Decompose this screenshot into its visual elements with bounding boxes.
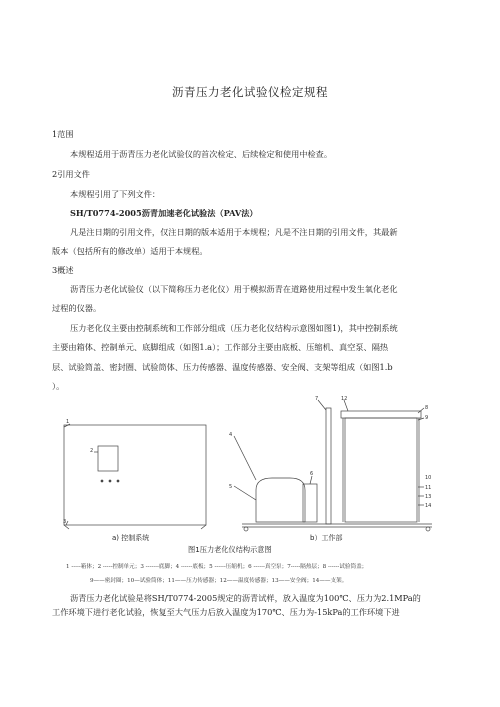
- section-3-para-3-line-1: 沥青压力老化试验是将SH/T0774-2005规定的沥青试样，放入温度为100℃、压力为2.1MPa的: [70, 593, 421, 603]
- label-11: 11: [425, 485, 432, 491]
- leader-7: [318, 400, 326, 410]
- section-3-para-2-line-1: 压力老化仪主要由控制系统和工作部分组成（压力老化仪结构示意图如图1)，其中控制系统: [70, 323, 398, 333]
- base-foot: [244, 527, 248, 531]
- leader-5: [234, 486, 256, 500]
- control-system-drawing: [64, 424, 206, 529]
- label-5: 5: [229, 484, 233, 490]
- indicator-dot: [117, 480, 119, 482]
- section-1-text: 本规程适用于沥青压力老化试验仪的首次检定、后续检定和使用中检查。: [70, 149, 333, 159]
- section-3-heading: 3概述: [52, 265, 74, 275]
- leader-4: [234, 436, 256, 480]
- cylinder-lid: [341, 411, 421, 418]
- foot-left: [64, 525, 69, 529]
- label-9: 9: [425, 415, 429, 421]
- base-foot: [426, 527, 430, 531]
- figure-caption-a: a) 控制系统: [112, 534, 150, 542]
- figure-legend-line-1: 1 -----箱体；2 -----控制单元；3 -------底脚；4 ------底板；5 ------压缩机；6 ------真空泵；7-----隔热层；8 ------试验筒盖；: [66, 564, 368, 570]
- figure-title: 图1压力老化仪结构示意图: [188, 545, 272, 554]
- compressor-body: [256, 478, 305, 522]
- label-12: 12: [341, 396, 348, 402]
- indicator-dot: [101, 480, 103, 482]
- test-cylinder: [345, 418, 417, 522]
- working-part-drawing: [234, 400, 432, 531]
- page-title: 沥青压力老化试验仪检定规程: [172, 85, 328, 99]
- control-unit-box: [98, 446, 118, 471]
- label-13: 13: [425, 494, 432, 500]
- label-1: 1: [66, 419, 70, 425]
- label-8: 8: [425, 405, 429, 411]
- section-1-heading: 1范围: [52, 129, 74, 139]
- section-3-para-3-line-2: 工作环境下进行老化试验，恢复至大气压力后放入温度为170℃、压力为-15kPa的工作环境下进: [52, 607, 400, 617]
- section-3-para-1-line-2: 过程的仪器。: [52, 303, 102, 313]
- figure-caption-b: b）工作部: [310, 534, 343, 542]
- indicator-dot: [109, 480, 111, 482]
- label-7: 7: [315, 396, 319, 402]
- section-3-para-2-line-4: ）。: [52, 381, 65, 391]
- foot-right: [201, 525, 206, 529]
- leader-3: [66, 521, 68, 525]
- label-6: 6: [310, 471, 314, 477]
- label-2: 2: [90, 448, 94, 454]
- label-10: 10: [425, 475, 432, 481]
- section-2-note-line-2: 版本（包括所有的修改单）适用于本规程。: [52, 246, 208, 256]
- section-3-para-2-line-3: 层、试验筒盖、密封圈、试验筒体、压力传感器、温度传感器、安全阀、支架等组成（如图1.b: [52, 362, 393, 372]
- section-2-heading: 2引用文件: [52, 169, 90, 179]
- section-2-reference: SH/T0774-2005沥青加速老化试验法（PAV法）: [70, 208, 258, 218]
- section-2-intro: 本规程引用了下列文件：: [70, 189, 161, 199]
- section-3-para-1-line-1: 沥青压力老化试验仪（以下简称压力老化仪）用于模拟沥青在道路使用过程中发生氧化老化: [70, 284, 398, 294]
- cabinet-box: [64, 425, 206, 525]
- support-column: [326, 408, 331, 524]
- leader-6: [310, 476, 312, 484]
- section-2-note-line-1: 凡是注日期的引用文件，仅注日期的版本适用于本规程；凡是不注日期的引用文件，其最新: [70, 227, 398, 237]
- label-14: 14: [425, 503, 432, 509]
- section-3-para-2-line-2: 主要由箱体、控制单元、底脚组成（如图1.a）；工作部分主要由底板、压缩机、真空泵、隔热: [52, 342, 389, 352]
- figure-legend-line-2: 9——密封圈；10—试验筒体；11——压力传感器；12——温度传感器；13——安全阀；14——支架。: [90, 578, 348, 584]
- label-3: 3: [63, 519, 67, 525]
- label-4: 4: [229, 432, 233, 438]
